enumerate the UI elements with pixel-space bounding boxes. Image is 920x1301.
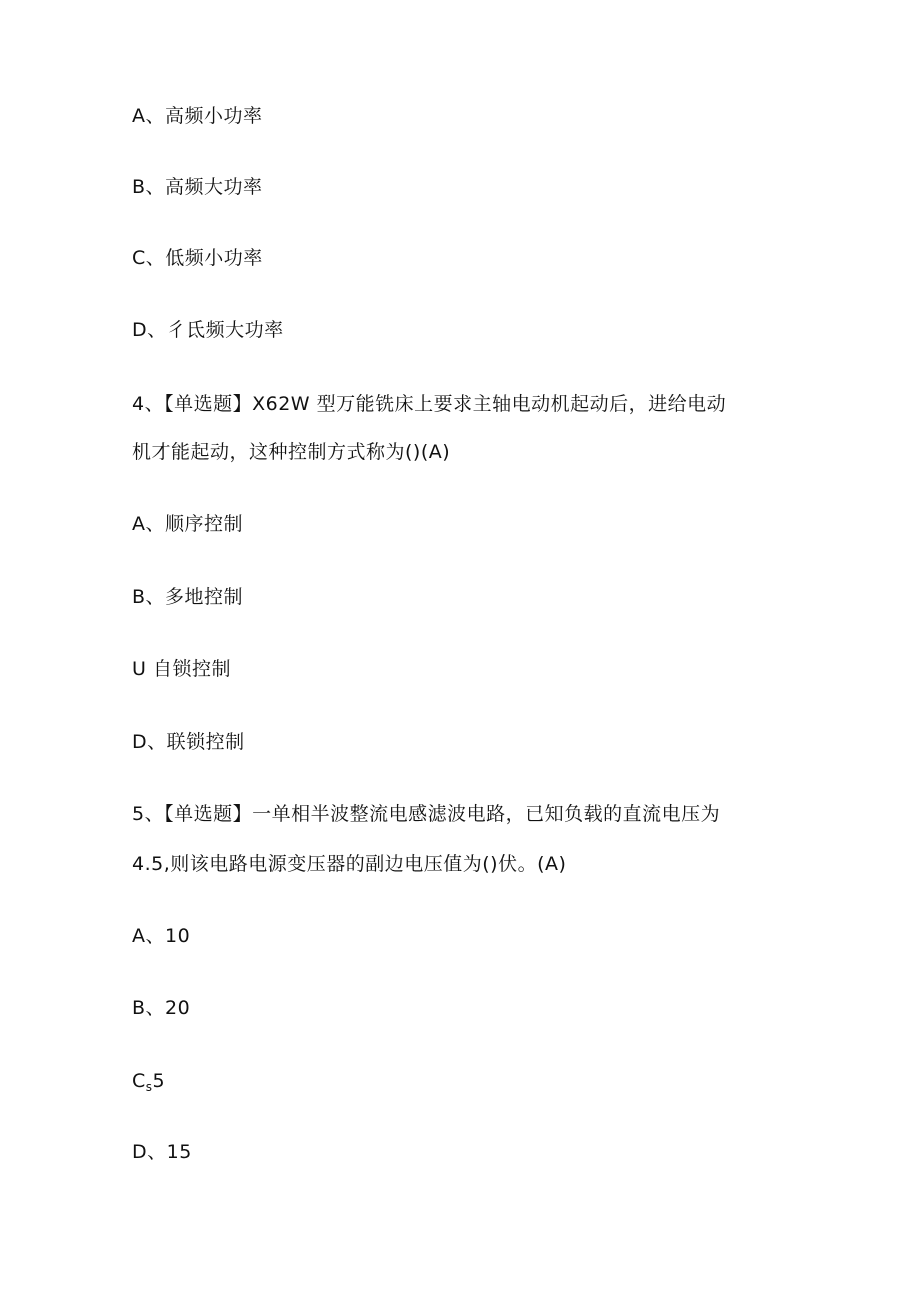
q5-option-c-letter: C [132, 1070, 146, 1092]
q4-option-d: D、联锁控制 [132, 731, 245, 753]
q4-option-b: B、多地控制 [132, 586, 244, 608]
prev-option-d: D、彳氐频大功率 [132, 319, 284, 341]
q5-option-c-subscript: s [145, 1080, 153, 1094]
q5-stem-line1: 5、【单选题】一单相半波整流电感滤波电路，已知负载的直流电压为 [132, 803, 721, 825]
q5-stem-line2: 4.5,则该电路电源变压器的副边电压值为()伏。(A) [132, 853, 567, 875]
q5-option-d: D、15 [132, 1141, 192, 1163]
q5-option-c-value: 5 [152, 1070, 166, 1092]
prev-option-c: C、低频小功率 [132, 247, 263, 269]
q5-option-a: A、10 [132, 925, 191, 947]
q4-option-a: A、顺序控制 [132, 513, 243, 535]
q4-option-c: U 自锁控制 [132, 658, 231, 680]
q4-stem-line1: 4、【单选题】X62W 型万能铣床上要求主轴电动机起动后，进给电动 [132, 393, 727, 415]
prev-option-a: A、高频小功率 [132, 105, 263, 127]
prev-option-b: B、高频大功率 [132, 176, 263, 198]
q5-option-c [132, 1069, 165, 1099]
q5-option-b: B、20 [132, 997, 191, 1019]
q4-stem-line2: 机才能起动，这种控制方式称为()(A) [132, 441, 451, 463]
